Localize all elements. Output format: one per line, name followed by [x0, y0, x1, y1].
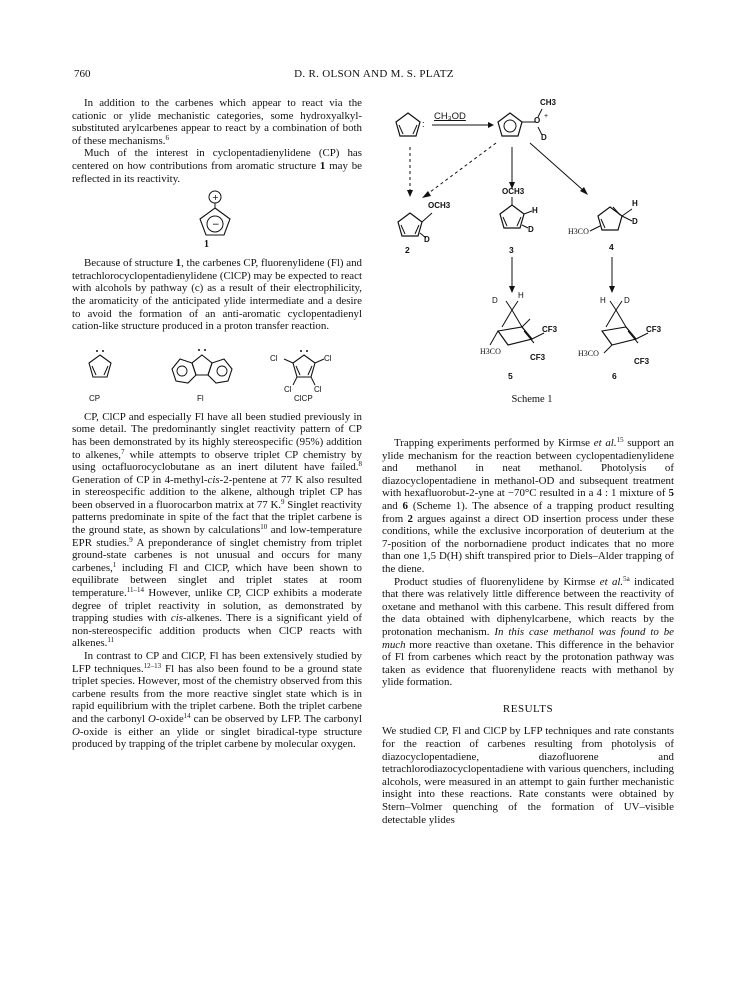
structure-1-figure — [72, 187, 362, 253]
chlorine-label: Cl — [314, 384, 322, 394]
cyclopentadienyl-ylide-structure — [192, 187, 252, 239]
paragraph-8: We studied CP, Fl and ClCP by LFP techniques and rate constants for the reaction of carbenes resulting from photolysis of diazocyclopentadiene, diazofluorene and tetrachlorodiazocyclopentadiene with various quenchers, including alcohols, were measured in an attempt to gain further mechanistic insight into these reactions. Rate constants were obtained by Stern–Volmer quenching of the formation of UV–visible detectable ylides — [382, 725, 674, 826]
scheme-atom-label: O — [534, 116, 541, 125]
svg-text::: : — [422, 119, 425, 129]
scheme-atom-label: CF3 — [530, 353, 546, 362]
scheme-atom-label: H3CO — [578, 349, 599, 358]
scheme-atom-label: H3CO — [568, 227, 589, 236]
paragraph-7: Product studies of fluorenylidene by Kirmse et al.$^{5a}$ indicated that there was relatively little difference between the reactivity of oxetane and methanol with this carbene. This result differed from the data obtained with diphenylcarbene, which reacts by the protonation mechanism. In this case methanol was found to be much more reactive than oxetane. This difference in the behavior of Fl from carbenes which react by the protonation pathway was taken as evidence that fluorenylidene reacts with methanol by ylide formation. — [382, 574, 675, 689]
compound-number: 2 — [405, 245, 410, 255]
paragraph-1: In addition to the carbenes which appear to react via the cationic or ylide mechanistic categories, some hydroxyalkyl-substituted arylcarbenes appear to react by a combination of both of these mechanisms.$^6$ — [72, 97, 362, 147]
scheme-atom-label: CF3 — [542, 325, 558, 334]
carbene-label-cp: CP — [89, 393, 101, 403]
paragraph-2: Much of the interest in cyclopentadienylidene (CP) has centered on how contributions from aromatic structure 1 may be reflected in its reactivity. — [72, 147, 362, 185]
reagent-label: CH₃OD — [434, 111, 466, 122]
paragraph-4: CP, ClCP and especially Fl have all been studied previously in some detail. The predominantly singlet reactivity pattern of CP has been demonstrated by its highly stereospecific (95%) addition to alkenes,$^7$ while attempts to observe triplet CP chemistry by using octafluorocyclobutane as an inert dilutent have failed.$^8$ Generation of CP in 4-methyl-cis-2-pentene at 77 K also resulted in stereospecific addition to the alkene, although triplet CP has been observed in a fluorocarbon matrix at 77 K.$^9$ Singlet reactivity patterns predominate in spite of the fact that the triplet carbene is the ground state, as shown by calculations$^{10}$ and low-temperature EPR studies.$^9$ A preponderance of singlet chemistry from triplet ground-state carbenes is not unusual and occurs for many carbenes,$^1$ including Fl and ClCP, which have been shown to equilibrate between singlet and triplet states at room temperature.$^{11-14}$ However, unlike CP, ClCP exhibits a moderate degree of triplet reactivity in solution, as demonstrated by trapping studies with cis-alkenes. There is a significant yield of non-stereospecific addition products when ClCP reacts with alkenes.$^{11}$ — [72, 410, 363, 650]
scheme-atom-label: H — [532, 206, 538, 215]
scheme-atom-label: OCH3 — [502, 187, 525, 196]
svg-text:−: − — [212, 220, 220, 231]
structure-1-label: 1 — [204, 239, 209, 251]
scheme-atom-label: H — [518, 291, 524, 300]
svg-text:+: + — [212, 193, 219, 203]
paragraph-5: In contrast to CP and ClCP, Fl has been extensively studied by LFP techniques.$^{12-13}$ Fl has also been found to be a ground state triplet species. However, most of the chemistry observed from this carbene results from the more reactive singlet state which is in rapid equilibrium with the triplet carbene. Both the triplet carbene and the carbonyl O-oxide$^{14}$ can be observed by LFP. The carbonyl O-oxide is either an ylide or singlet biradical-type structure produced by trapping of the triplet carbene by molecular oxygen. — [72, 650, 362, 751]
carbene-label-clcp: ClCP — [294, 393, 313, 403]
scheme-atom-label: CH3 — [540, 98, 557, 107]
scheme-atom-label: H3CO — [480, 347, 501, 356]
scheme-atom-label: D — [541, 133, 547, 142]
section-heading-results: RESULTS — [502, 702, 554, 715]
right-column — [382, 437, 674, 826]
scheme-atom-label: D — [624, 296, 630, 305]
scheme-atom-label: OCH3 — [428, 201, 451, 210]
compound-number: 4 — [609, 242, 614, 252]
scheme-atom-label: D — [424, 235, 430, 244]
chlorine-label: Cl — [270, 353, 278, 363]
paragraph-6: Trapping experiments performed by Kirmse et al.$^{15}$ support an ylide mechanism for the reaction between cyclopentadienylidene and methanol in neat methanol. Photolysis of diazocyclopentadiene in methanol-OD and subsequent treatment with hexafluorobut-2-yne at −70°C resulted in a 4 : 1 mixture of 5 and 6 (Scheme 1). The absence of a trapping product resulting from 2 argues against a direct OD insertion process under these conditions, while the exclusive incorporation of deuterium at the 7-position of the norbornadiene product indicates that no more than one 1,5 D(H) shift transpired prior to Diels–Alder trapping of the diene. — [382, 436, 674, 575]
scheme-atom-label: D — [492, 296, 498, 305]
chlorine-label: Cl — [324, 353, 332, 363]
scheme-1-figure — [388, 95, 688, 405]
page-number: 760 — [74, 68, 91, 80]
scheme-atom-label: D — [632, 217, 638, 226]
scheme-atom-label: CF3 — [646, 325, 662, 334]
carbene-label-fl: Fl — [197, 393, 204, 403]
compound-number: 5 — [508, 371, 513, 381]
scheme-atom-label: CF3 — [634, 357, 650, 366]
compound-number: 6 — [612, 371, 617, 381]
scheme-atom-label: H — [600, 296, 606, 305]
chlorine-label: Cl — [284, 384, 292, 394]
scheme-atom-label: D — [528, 225, 534, 234]
scheme-atom-label: + — [544, 113, 549, 120]
compound-number: 3 — [509, 245, 514, 255]
running-head-authors: D. R. OLSON AND M. S. PLATZ — [294, 68, 454, 80]
left-column — [72, 97, 362, 751]
scheme-caption: Scheme 1 — [511, 394, 553, 405]
scheme-1-drawing — [388, 95, 688, 390]
scheme-atom-label: H — [632, 199, 638, 208]
paragraph-3: Because of structure 1, the carbenes CP, fluorenylidene (Fl) and tetrachlorocyclopentadienylidene (ClCP) may be expected to react with alcohols by pathway (c) as a result of their electrophilicity, the aromaticity of the anticipated ylide intermediate and a desire to avoid the formation of an anti-aromatic cyclopentadienyl cation-like structure produced in a proton transfer reaction. — [72, 257, 362, 333]
